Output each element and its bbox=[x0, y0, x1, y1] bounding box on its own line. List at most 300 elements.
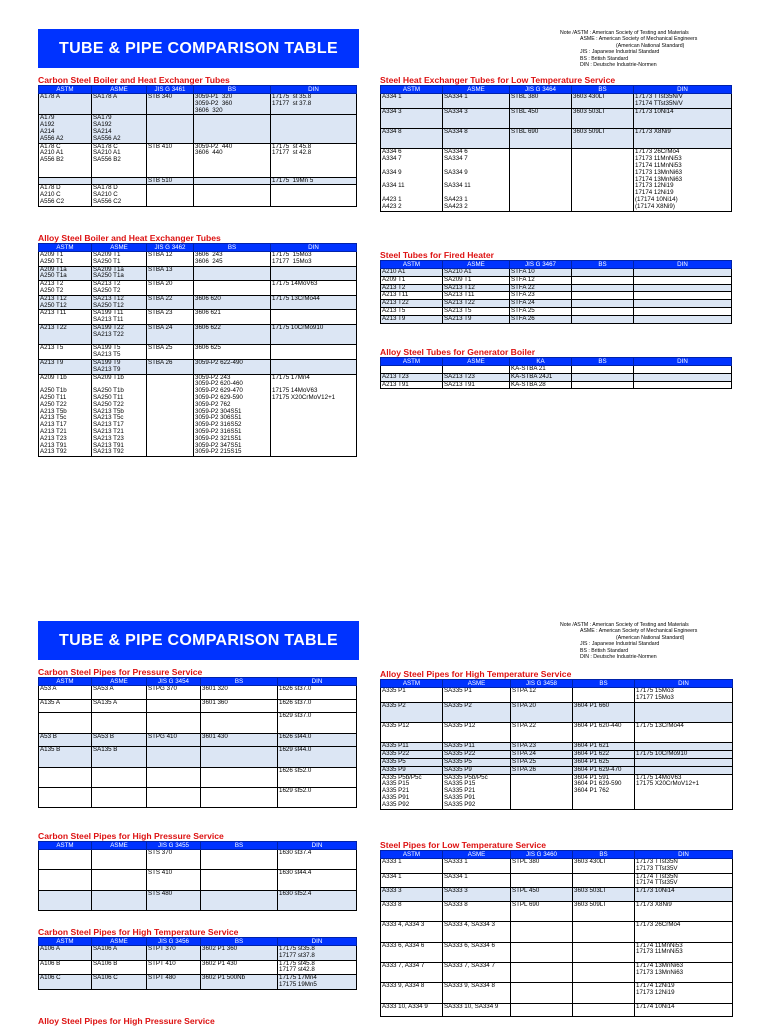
table-cell bbox=[201, 870, 278, 890]
table-row bbox=[39, 324, 357, 344]
table-row bbox=[381, 366, 732, 374]
table-cell: A335 P5b/P5c A335 P15 A335 P21 A335 P91 A335 P92 bbox=[381, 774, 443, 809]
table-cell: STPG 410 bbox=[147, 733, 201, 747]
table-cell: SA335 P5 bbox=[443, 758, 511, 766]
table-cell: SA53 B bbox=[92, 733, 147, 747]
table-cell: 3604 P1 591 3604 P1 629-590 3604 P1 762 bbox=[573, 774, 635, 809]
table-cell: A333 10, A334 9 bbox=[381, 1003, 443, 1017]
table-cell bbox=[39, 787, 92, 807]
table-cell bbox=[271, 115, 357, 143]
column-header: JIS G 3464 bbox=[510, 86, 572, 94]
table-cell: A335 P2 bbox=[381, 702, 443, 722]
table-cell: 17173 10Ni14 bbox=[635, 888, 733, 902]
table-cell: 1626 st44.0 bbox=[278, 733, 357, 747]
column-header: JIS G 3456 bbox=[147, 938, 201, 946]
table-cell: A335 P5 bbox=[381, 758, 443, 766]
table-cell bbox=[271, 345, 357, 360]
table-row bbox=[39, 890, 357, 910]
header-row bbox=[381, 358, 732, 366]
table-cell: STFA 26 bbox=[510, 315, 572, 323]
table-cell bbox=[511, 962, 573, 982]
standards-notes bbox=[560, 30, 760, 68]
section-title: Carbon Steel Pipes for Pressure Service bbox=[38, 667, 203, 677]
page-title-banner bbox=[38, 29, 359, 68]
table-cell: STB 410 bbox=[147, 143, 194, 177]
column-header: KA bbox=[510, 358, 572, 366]
table-cell: A210 A1 bbox=[381, 269, 443, 277]
comparison-table bbox=[38, 937, 357, 990]
table-cell: A209 T1a A250 T1a bbox=[39, 266, 92, 281]
comparison-table bbox=[380, 85, 732, 212]
column-header: ASME bbox=[443, 358, 510, 366]
table-row bbox=[381, 284, 732, 292]
note-line: JIS : Japanese Industrial Standard bbox=[580, 49, 660, 56]
comparison-table bbox=[380, 679, 733, 810]
table-cell: A333 4, A334 3 bbox=[381, 922, 443, 942]
table-row bbox=[381, 373, 732, 381]
table-row bbox=[381, 300, 732, 308]
table-cell bbox=[39, 767, 92, 787]
column-header: BS bbox=[201, 842, 278, 850]
table-row bbox=[381, 276, 732, 284]
table-cell bbox=[572, 292, 634, 300]
column-header: DIN bbox=[634, 86, 732, 94]
table-cell: SA335 P22 bbox=[443, 751, 511, 759]
table-row bbox=[381, 128, 732, 148]
column-header: BS bbox=[201, 938, 278, 946]
table-row bbox=[381, 859, 733, 874]
table-cell: A333 6, A334 6 bbox=[381, 942, 443, 962]
table-cell: SA209 T1 bbox=[443, 276, 510, 284]
table-row bbox=[381, 888, 733, 902]
table-cell: 1629 st37.0 bbox=[278, 713, 357, 733]
column-header: DIN bbox=[271, 86, 357, 94]
table-cell: A335 P11 bbox=[381, 743, 443, 751]
table-cell bbox=[92, 850, 147, 870]
table-cell: SA334 1 bbox=[443, 873, 511, 888]
table-cell: 17175 14MoV63 bbox=[271, 281, 357, 296]
table-cell bbox=[573, 942, 635, 962]
table-cell: STPT 410 bbox=[147, 960, 201, 975]
table-cell bbox=[39, 850, 92, 870]
table-cell: SA209 T1 SA250 T1 bbox=[92, 252, 147, 267]
note-line: BS : British Standard bbox=[580, 55, 629, 62]
table-cell bbox=[511, 922, 573, 942]
table-row bbox=[39, 850, 357, 870]
table-cell: A213 T9 bbox=[381, 315, 443, 323]
table-cell: STPT 370 bbox=[147, 946, 201, 961]
table-cell bbox=[147, 787, 201, 807]
table-row bbox=[39, 252, 357, 267]
column-header: BS bbox=[572, 86, 634, 94]
table-cell: STBA 12 bbox=[147, 252, 194, 267]
column-header: ASME bbox=[92, 938, 147, 946]
note-line: DIN : Deutsche Industrie-Normen bbox=[580, 654, 657, 661]
table-cell: 3601 360 bbox=[201, 699, 278, 713]
table-row bbox=[381, 269, 732, 277]
table-cell: 3601 320 bbox=[201, 686, 278, 700]
table-cell bbox=[443, 366, 510, 374]
table-row bbox=[381, 774, 733, 809]
table-cell: 3606 620 bbox=[194, 295, 271, 310]
table-cell: 3604 P1 625 bbox=[573, 758, 635, 766]
table-cell: SA213 T12 bbox=[443, 284, 510, 292]
table-cell: A213 T22 bbox=[39, 324, 92, 344]
table-cell: KA-STBA 21 bbox=[510, 366, 572, 374]
table-cell: 3603 509LT bbox=[573, 901, 635, 921]
table-cell bbox=[635, 758, 733, 766]
table-row bbox=[39, 359, 357, 374]
table-row bbox=[381, 149, 732, 211]
table-cell: STPL 450 bbox=[511, 888, 573, 902]
table-row bbox=[381, 1003, 733, 1017]
table-cell: SA213 T2 SA250 T2 bbox=[92, 281, 147, 296]
table-cell: SA334 6 SA334 7 SA334 9 SA334 11 SA423 1 SA423 2 bbox=[443, 149, 510, 211]
column-header: DIN bbox=[278, 938, 357, 946]
table-cell: 3606 622 bbox=[194, 324, 271, 344]
table-cell bbox=[92, 713, 147, 733]
column-header: JIS G 3462 bbox=[147, 244, 194, 252]
column-header: JIS G 3454 bbox=[147, 678, 201, 686]
table-cell: STBL 380 bbox=[510, 94, 572, 109]
table-cell: A335 P1 bbox=[381, 688, 443, 703]
table-cell: A334 3 bbox=[381, 108, 443, 128]
column-header: ASTM bbox=[381, 680, 443, 688]
table-row bbox=[39, 281, 357, 296]
as-high-pressure-pipes-block bbox=[38, 1016, 215, 1026]
table-cell: A213 T23 bbox=[381, 373, 443, 381]
table-cell: 3602 P1 430 bbox=[201, 960, 278, 975]
table-row bbox=[39, 713, 357, 733]
table-cell: A333 8 bbox=[381, 901, 443, 921]
table-cell: 17173 X8Ni9 bbox=[634, 128, 732, 148]
alloy-steel-boiler-tubes-block bbox=[38, 233, 357, 457]
table-cell bbox=[573, 688, 635, 703]
cs-high-temp-pipes-block bbox=[38, 927, 357, 990]
table-cell: 17173 TTst35N 17173 TTst35V bbox=[635, 859, 733, 874]
table-cell: 3603 503LT bbox=[572, 108, 634, 128]
table-cell bbox=[194, 266, 271, 281]
table-cell: SA333 3 bbox=[443, 888, 511, 902]
standards-notes-2 bbox=[560, 622, 760, 660]
carbon-steel-boiler-tubes-block bbox=[38, 75, 357, 207]
table-cell: 3604 P1 629-470 bbox=[573, 766, 635, 774]
table-cell: SA199 T22 SA213 T22 bbox=[92, 324, 147, 344]
table-cell: 17175 17Mn4 17175 19Mn5 bbox=[278, 975, 357, 990]
table-cell: 1626 st52.0 bbox=[278, 767, 357, 787]
table-row bbox=[381, 962, 733, 982]
table-cell: 1630 st52.4 bbox=[278, 890, 357, 910]
table-cell bbox=[147, 699, 201, 713]
table-cell: 17175 10CrMo910 bbox=[635, 751, 733, 759]
table-cell: 17175 st35.8 17177 st37.8 bbox=[278, 946, 357, 961]
table-cell: 3603 430LT bbox=[573, 859, 635, 874]
table-cell: A53 B bbox=[39, 733, 92, 747]
table-row bbox=[39, 345, 357, 360]
table-cell: A335 P12 bbox=[381, 722, 443, 742]
table-cell bbox=[92, 767, 147, 787]
table-cell: 17175 17Mn4 17175 14MoV63 17175 X20CrMoV12+1 bbox=[271, 374, 357, 457]
table-cell: A213 T5 bbox=[39, 345, 92, 360]
table-row bbox=[39, 686, 357, 700]
table-row bbox=[381, 722, 733, 742]
table-cell: STFA 24 bbox=[510, 300, 572, 308]
table-cell: A213 T11 bbox=[39, 310, 92, 325]
table-cell: STPT 480 bbox=[147, 975, 201, 990]
table-cell bbox=[201, 767, 278, 787]
table-cell: STS 410 bbox=[147, 870, 201, 890]
column-header: ASME bbox=[443, 851, 511, 859]
column-header: ASME bbox=[92, 86, 147, 94]
note-line: ASME : American Society of Mechanical Engineers bbox=[580, 628, 698, 635]
table-cell: 17174 TTst35N 17174 TTst35V bbox=[635, 873, 733, 888]
table-row bbox=[39, 733, 357, 747]
table-cell: STFA 10 bbox=[510, 269, 572, 277]
table-cell: A209 T1b A250 T1b A250 T11 A250 T22 A213 T5b A213 T5c A213 T17 A213 T21 A213 T23 A213 T91 A213 T92 bbox=[39, 374, 92, 457]
table-cell bbox=[381, 366, 443, 374]
cs-pressure-pipes-block bbox=[38, 667, 357, 808]
table-cell: A178 C A210 A1 A556 B2 bbox=[39, 143, 92, 177]
table-row bbox=[39, 94, 357, 115]
column-header: JIS G 3460 bbox=[511, 851, 573, 859]
table-cell: A335 P9 bbox=[381, 766, 443, 774]
table-cell bbox=[572, 381, 634, 389]
table-cell: A209 T1 A250 T1 bbox=[39, 252, 92, 267]
table-row bbox=[381, 766, 733, 774]
table-cell: SA333 1 bbox=[443, 859, 511, 874]
column-header: JIS G 3455 bbox=[147, 842, 201, 850]
generator-boiler-tubes-block bbox=[380, 347, 732, 389]
column-header: ASTM bbox=[381, 261, 443, 269]
table-cell: 17175 st 45.8 17177 st 42.8 bbox=[271, 143, 357, 177]
header-row bbox=[381, 851, 733, 859]
table-cell: SA179 SA192 SA214 SA556 A2 bbox=[92, 115, 147, 143]
table-cell: 17174 12Ni19 17173 12Ni19 bbox=[635, 983, 733, 1003]
low-temp-pipes-block bbox=[380, 840, 733, 1017]
table-cell bbox=[201, 890, 278, 910]
column-header: ASME bbox=[443, 86, 510, 94]
table-cell: KA-STBA 28 bbox=[510, 381, 572, 389]
table-cell bbox=[147, 185, 194, 206]
table-cell: STPA 26 bbox=[511, 766, 573, 774]
table-cell bbox=[147, 747, 201, 767]
table-cell bbox=[634, 381, 732, 389]
column-header: DIN bbox=[271, 244, 357, 252]
table-cell: 3606 243 3606 245 bbox=[194, 252, 271, 267]
section-title: Alloy Steel Pipes for High Temperature Service bbox=[380, 669, 572, 679]
table-cell: STPA 24 bbox=[511, 751, 573, 759]
table-row bbox=[39, 787, 357, 807]
table-cell: 17173 X8Ni9 bbox=[635, 901, 733, 921]
low-temp-exchanger-tubes-block bbox=[380, 75, 732, 212]
table-cell bbox=[573, 983, 635, 1003]
table-cell: 17175 st45.8 17177 st42.8 bbox=[278, 960, 357, 975]
note-line: BS : British Standard bbox=[580, 647, 629, 654]
table-row bbox=[39, 177, 357, 185]
table-cell: 17175 10CrMo910 bbox=[271, 324, 357, 344]
table-cell: SA135 B bbox=[92, 747, 147, 767]
table-row bbox=[381, 292, 732, 300]
table-cell: 3604 P1 622 bbox=[573, 751, 635, 759]
table-cell: 17175 19Mn 5 bbox=[271, 177, 357, 185]
table-cell bbox=[511, 873, 573, 888]
table-cell: A178 D A210 C A556 C2 bbox=[39, 185, 92, 206]
table-row bbox=[381, 702, 733, 722]
table-cell: A213 T22 bbox=[381, 300, 443, 308]
table-cell bbox=[511, 1003, 573, 1017]
table-cell: SA106 B bbox=[92, 960, 147, 975]
table-cell: 3602 P1 500Nb bbox=[201, 975, 278, 990]
column-header: ASME bbox=[443, 680, 511, 688]
table-cell: A213 T9 bbox=[39, 359, 92, 374]
table-cell: 3604 P1 620-440 bbox=[573, 722, 635, 742]
table-cell bbox=[573, 873, 635, 888]
table-cell: SA178 C SA210 A1 SA556 B2 bbox=[92, 143, 147, 177]
table-cell: KA-STBA 24J1 bbox=[510, 373, 572, 381]
table-cell bbox=[271, 185, 357, 206]
table-cell bbox=[92, 787, 147, 807]
column-header: DIN bbox=[634, 261, 732, 269]
table-row bbox=[39, 960, 357, 975]
table-cell: 17174 10Ni14 bbox=[635, 1003, 733, 1017]
table-cell: 17175 13CrMo44 bbox=[271, 295, 357, 310]
table-cell: 17175 13CrMo44 bbox=[635, 722, 733, 742]
header-row bbox=[39, 842, 357, 850]
column-header: ASTM bbox=[39, 244, 92, 252]
table-row bbox=[39, 767, 357, 787]
column-header: DIN bbox=[278, 842, 357, 850]
table-cell: STPL 380 bbox=[511, 859, 573, 874]
cs-high-pressure-pipes-block bbox=[38, 831, 357, 911]
table-cell: A213 T12 A250 T12 bbox=[39, 295, 92, 310]
table-cell bbox=[147, 115, 194, 143]
table-cell bbox=[573, 922, 635, 942]
table-cell: SA333 8 bbox=[443, 901, 511, 921]
table-row bbox=[39, 870, 357, 890]
table-cell: A178 A bbox=[39, 94, 92, 115]
section-title: Carbon Steel Pipes for High Temperature Service bbox=[38, 927, 239, 937]
page-title-banner-2 bbox=[38, 621, 359, 660]
table-row bbox=[381, 688, 733, 703]
table-cell bbox=[511, 774, 573, 809]
comparison-table bbox=[38, 841, 357, 911]
column-header: BS bbox=[572, 261, 634, 269]
table-cell: STFA 23 bbox=[510, 292, 572, 300]
table-cell: SA213 T22 bbox=[443, 300, 510, 308]
table-cell: 3602 P1 360 bbox=[201, 946, 278, 961]
header-row bbox=[39, 678, 357, 686]
table-cell: A333 7, A334 7 bbox=[381, 962, 443, 982]
table-cell: SA213 T23 bbox=[443, 373, 510, 381]
table-cell: SA178 D SA210 C SA556 C2 bbox=[92, 185, 147, 206]
table-cell: A334 6 A334 7 A334 9 A334 11 A423 1 A423 2 bbox=[381, 149, 443, 211]
table-cell bbox=[635, 743, 733, 751]
table-cell: STPL 690 bbox=[511, 901, 573, 921]
table-row bbox=[39, 143, 357, 177]
table-cell: STB 340 bbox=[147, 94, 194, 115]
table-cell: 17175 st 35.8 17177 st 37.8 bbox=[271, 94, 357, 115]
table-cell: 3059-P2 622-490 bbox=[194, 359, 271, 374]
table-cell bbox=[572, 276, 634, 284]
table-cell bbox=[572, 366, 634, 374]
table-cell: 1626 st37.0 bbox=[278, 686, 357, 700]
table-row bbox=[39, 266, 357, 281]
table-cell: A333 3 bbox=[381, 888, 443, 902]
column-header: DIN bbox=[634, 358, 732, 366]
note-line: (American National Standard) bbox=[616, 634, 685, 641]
table-cell bbox=[634, 276, 732, 284]
table-cell bbox=[634, 366, 732, 374]
table-cell: A213 T2 A250 T2 bbox=[39, 281, 92, 296]
table-cell: SA209 T1b SA250 T1b SA250 T11 SA250 T22 SA213 T5b SA213 T5c SA213 T17 SA213 T21 SA213 T23 SA213 T91 SA213 T92 bbox=[92, 374, 147, 457]
table-cell: SA335 P1 bbox=[443, 688, 511, 703]
table-cell: 3606 621 bbox=[194, 310, 271, 325]
table-cell bbox=[147, 767, 201, 787]
table-cell: 17174 11MnNi53 17173 11MnNi53 bbox=[635, 942, 733, 962]
header-row bbox=[381, 680, 733, 688]
section-title: Alloy Steel Boiler and Heat Exchanger Tubes bbox=[38, 233, 221, 243]
table-row bbox=[381, 901, 733, 921]
note-line: JIS : Japanese Industrial Standard bbox=[580, 641, 660, 648]
table-row bbox=[39, 295, 357, 310]
table-cell: A179 A192 A214 A556 A2 bbox=[39, 115, 92, 143]
table-cell: STPG 370 bbox=[147, 686, 201, 700]
table-cell: STPA 23 bbox=[511, 743, 573, 751]
column-header: BS bbox=[573, 680, 635, 688]
table-cell: 17175 15Mo3 17177 15Mo3 bbox=[635, 688, 733, 703]
column-header: BS bbox=[572, 358, 634, 366]
table-cell bbox=[194, 281, 271, 296]
table-cell: A53 A bbox=[39, 686, 92, 700]
table-cell: 3603 503LT bbox=[573, 888, 635, 902]
table-cell: SA106 A bbox=[92, 946, 147, 961]
column-header: BS bbox=[201, 678, 278, 686]
table-cell: A333 1 bbox=[381, 859, 443, 874]
table-cell: A106 C bbox=[39, 975, 92, 990]
table-row bbox=[39, 699, 357, 713]
as-high-temp-pipes-block bbox=[380, 669, 733, 810]
column-header: ASME bbox=[92, 244, 147, 252]
table-cell bbox=[271, 359, 357, 374]
column-header: ASME bbox=[92, 678, 147, 686]
table-cell: 17174 13MnNi63 17173 13MnNi63 bbox=[635, 962, 733, 982]
table-cell: SA334 1 bbox=[443, 94, 510, 109]
table-cell: 1629 st52.0 bbox=[278, 787, 357, 807]
table-cell bbox=[572, 307, 634, 315]
table-cell bbox=[194, 115, 271, 143]
table-cell: SA199 T11 SA213 T11 bbox=[92, 310, 147, 325]
table-cell: A106 A bbox=[39, 946, 92, 961]
table-cell: SA334 8 bbox=[443, 128, 510, 148]
table-row bbox=[381, 381, 732, 389]
note-line: ASME : American Society of Mechanical Engineers bbox=[580, 36, 698, 43]
table-cell: 3603 509LT bbox=[572, 128, 634, 148]
page-title-2: TUBE & PIPE COMPARISON TABLE bbox=[59, 631, 338, 649]
section-title: Alloy Steel Pipes for High Pressure Service bbox=[38, 1016, 215, 1026]
table-cell bbox=[147, 713, 201, 733]
column-header: ASTM bbox=[39, 938, 92, 946]
table-cell: SA213 T12 SA250 T12 bbox=[92, 295, 147, 310]
note-line: Note /ASTM : American Society of Testing and Materials bbox=[560, 622, 689, 628]
table-cell: 1629 st44.0 bbox=[278, 747, 357, 767]
table-cell bbox=[634, 292, 732, 300]
table-row bbox=[39, 374, 357, 457]
table-cell: SA213 T91 bbox=[443, 381, 510, 389]
table-cell: SA135 A bbox=[92, 699, 147, 713]
table-cell: A213 T2 bbox=[381, 284, 443, 292]
table-cell: A334 8 bbox=[381, 128, 443, 148]
column-header: JIS G 3467 bbox=[510, 261, 572, 269]
